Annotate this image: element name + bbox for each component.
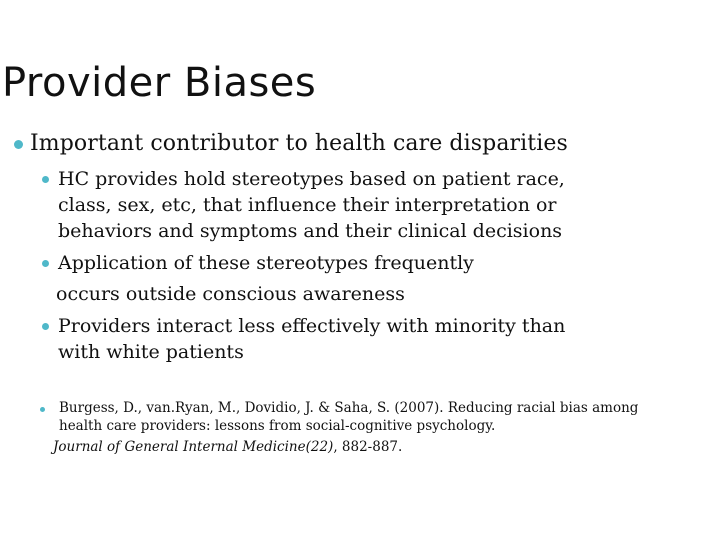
sub-bullet-line: with white patients (58, 341, 244, 363)
bullet-dot-icon (42, 176, 49, 183)
sub-bullet-line: HC provides hold stereotypes based on patient race, (58, 168, 565, 190)
bullet-dot-icon (42, 323, 49, 330)
sub-bullet-line: Application of these stereotypes frequently (58, 252, 474, 274)
bullet-dot-icon (40, 407, 45, 412)
bullet-dot-icon (14, 140, 23, 149)
sub-bullet-line: occurs outside conscious awareness (56, 283, 405, 305)
main-bullet (14, 128, 714, 160)
citation-pages: , 882-887. (333, 439, 403, 455)
bullet-dot-icon (42, 260, 49, 267)
citation-line-1: Burgess, D., van.Ryan, M., Dovidio, J. & Saha, S. (2007). Reducing racial bias among (59, 400, 639, 416)
sub-bullet-line: class, sex, etc, that influence their interpretation or (58, 194, 557, 216)
slide-title: Provider Biases (2, 60, 317, 106)
sub-bullet-application (42, 250, 702, 305)
citation (40, 399, 700, 457)
sub-bullet-providers (42, 313, 702, 365)
sub-bullet-line: Providers interact less effectively with minority than (58, 315, 566, 337)
main-bullet-text: Important contributor to health care disparities (30, 131, 568, 156)
citation-line-2: health care providers: lessons from social-cognitive psychology. (59, 418, 496, 434)
sub-bullet-line: behaviors and symptoms and their clinical decisions (58, 220, 563, 242)
citation-line-3 (53, 438, 402, 456)
citation-journal: Journal of General Internal Medicine(22) (53, 439, 334, 455)
sub-bullet-stereotypes (42, 166, 702, 244)
